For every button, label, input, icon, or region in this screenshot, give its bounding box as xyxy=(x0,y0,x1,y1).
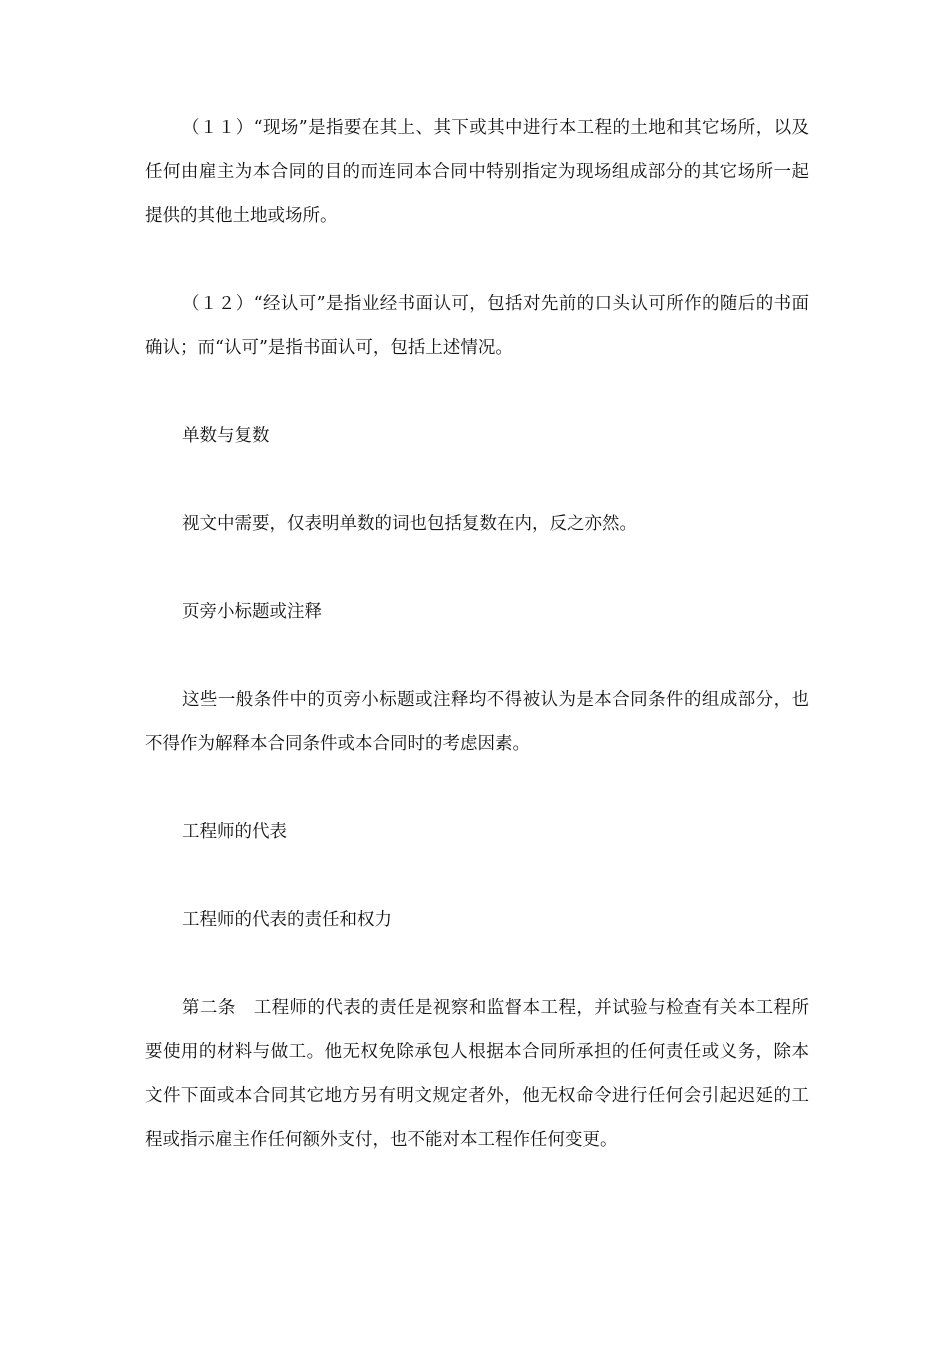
paragraph-approved-definition: （１２）“经认可”是指业经书面认可，包括对先前的口头认可所作的随后的书面确认；而“认可”是指书面认可，包括上述情况。 xyxy=(145,294,809,358)
paragraph-article-two: 第二条 工程师的代表的责任是视察和监督本工程，并试验与检查有关本工程所要使用的材料与做工。他无权免除承包人根据本合同所承担的任何责任或义务，除本文件下面或本合同其它地方另有明文规定者外，他无权命令进行任何会引起迟延的工程或指示雇主作任何额外支付，也不能对本工程作任何变更。 xyxy=(145,998,809,1150)
heading-singular-plural: 单数与复数 xyxy=(182,426,270,446)
paragraph-singular-plural: 视文中需要，仅表明单数的词也包括复数在内，反之亦然。 xyxy=(182,514,637,534)
heading-representative-duties: 工程师的代表的责任和权力 xyxy=(182,910,392,930)
paragraph-site-definition: （１１）“现场”是指要在其上、其下或其中进行本工程的土地和其它场所，以及任何由雇主为本合同的目的而连同本合同中特别指定为现场组成部分的其它场所一起提供的其他土地或场所。 xyxy=(145,118,809,226)
paragraph-marginal-notes: 这些一般条件中的页旁小标题或注释均不得被认为是本合同条件的组成部分，也不得作为解释本合同条件或本合同时的考虑因素。 xyxy=(145,690,809,754)
heading-marginal-notes: 页旁小标题或注释 xyxy=(182,602,322,622)
heading-engineer-representative: 工程师的代表 xyxy=(182,822,287,842)
